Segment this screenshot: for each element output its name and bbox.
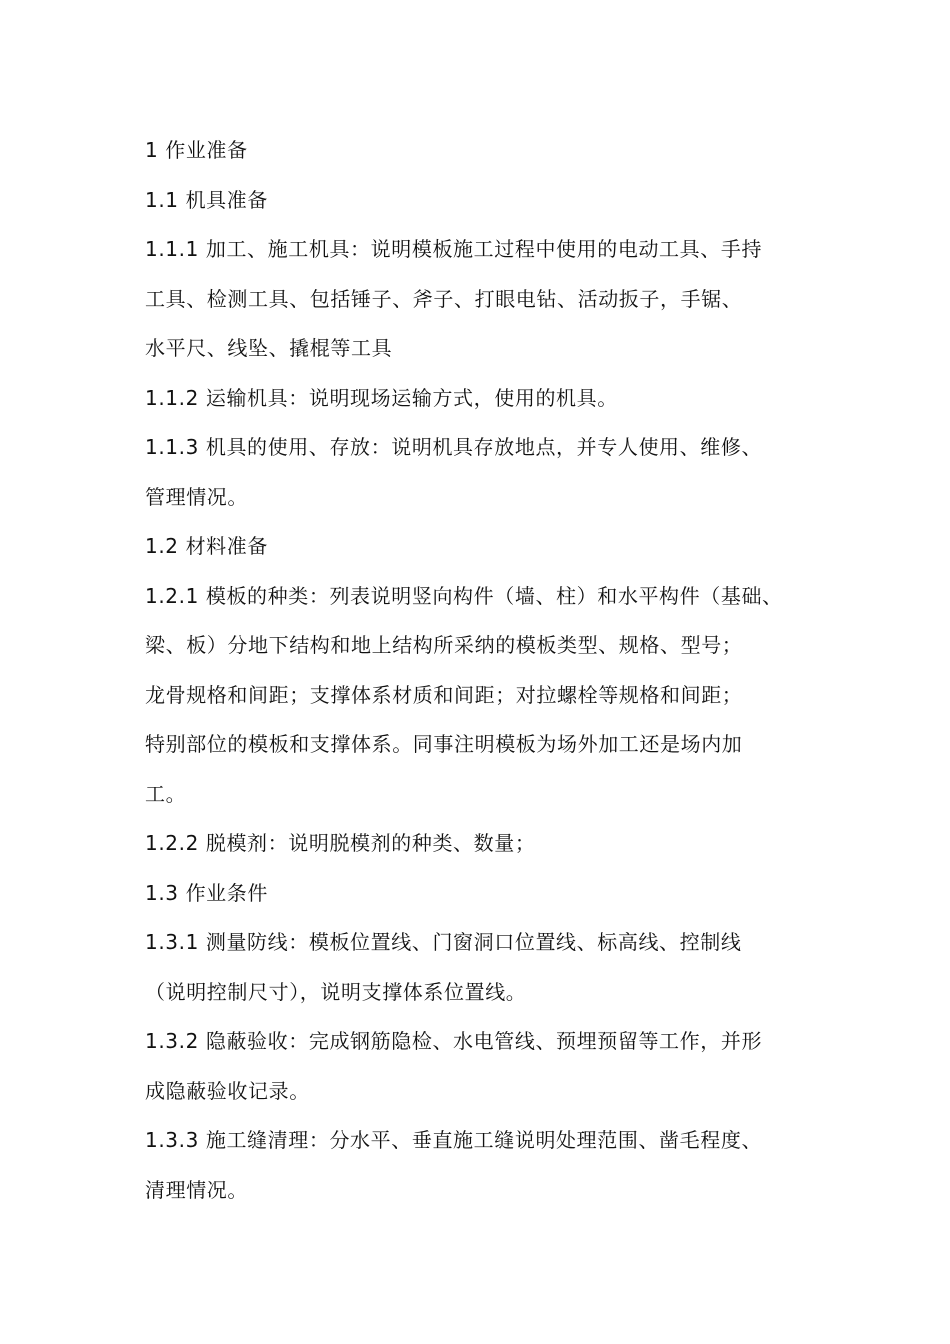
heading-1-3: 1.3 作业条件 [145, 880, 268, 905]
paragraph-1-2-1-line-3: 龙骨规格和间距；支撑体系材质和间距；对拉螺栓等规格和间距； [145, 682, 743, 707]
paragraph-1-2-2: 1.2.2 脱模剂：说明脱模剂的种类、数量； [145, 831, 536, 855]
document-body [145, 126, 835, 1215]
paragraph-1-1-3-line-1: 1.1.3 机具的使用、存放：说明机具存放地点，并专人使用、维修、 [145, 435, 763, 459]
paragraph-1-2-1-line-2: 梁、板）分地下结构和地上结构所采纳的模板类型、规格、型号； [145, 633, 743, 657]
paragraph-1-1-1-line-3: 水平尺、线坠、撬棍等工具 [145, 336, 393, 360]
paragraph-1-1-2: 1.1.2 运输机具：说明现场运输方式，使用的机具。 [145, 385, 618, 410]
paragraph-1-1-1-line-2: 工具、检测工具、包括锤子、斧子、打眼电钻、活动扳子，手锯、 [145, 286, 743, 311]
heading-1-1: 1.1 机具准备 [145, 187, 268, 212]
heading-1-2: 1.2 材料准备 [145, 534, 268, 558]
paragraph-1-1-1-line-1: 1.1.1 加工、施工机具：说明模板施工过程中使用的电动工具、手持 [145, 237, 763, 261]
paragraph-1-3-2-line-2: 成隐蔽验收记录。 [145, 1078, 310, 1103]
paragraph-1-3-3-line-1: 1.3.3 施工缝清理：分水平、垂直施工缝说明处理范围、凿毛程度、 [145, 1128, 763, 1152]
heading-1: 1 作业准备 [145, 138, 248, 162]
paragraph-1-3-3-line-2: 清理情况。 [145, 1177, 248, 1202]
paragraph-1-2-1-line-1: 1.2.1 模板的种类：列表说明竖向构件（墙、柱）和水平构件（基础、 [145, 583, 783, 608]
paragraph-1-3-1-line-1: 1.3.1 测量防线：模板位置线、门窗洞口位置线、标高线、控制线 [145, 930, 742, 954]
paragraph-1-2-1-line-4: 特别部位的模板和支撑体系。同事注明模板为场外加工还是场内加 [145, 732, 743, 756]
paragraph-1-2-1-line-5: 工。 [145, 781, 187, 806]
paragraph-1-1-3-line-2: 管理情况。 [145, 484, 248, 509]
paragraph-1-3-2-line-1: 1.3.2 隐蔽验收：完成钢筋隐检、水电管线、预埋预留等工作，并形 [145, 1029, 763, 1053]
paragraph-1-3-1-line-2: （说明控制尺寸），说明支撑体系位置线。 [145, 979, 527, 1004]
